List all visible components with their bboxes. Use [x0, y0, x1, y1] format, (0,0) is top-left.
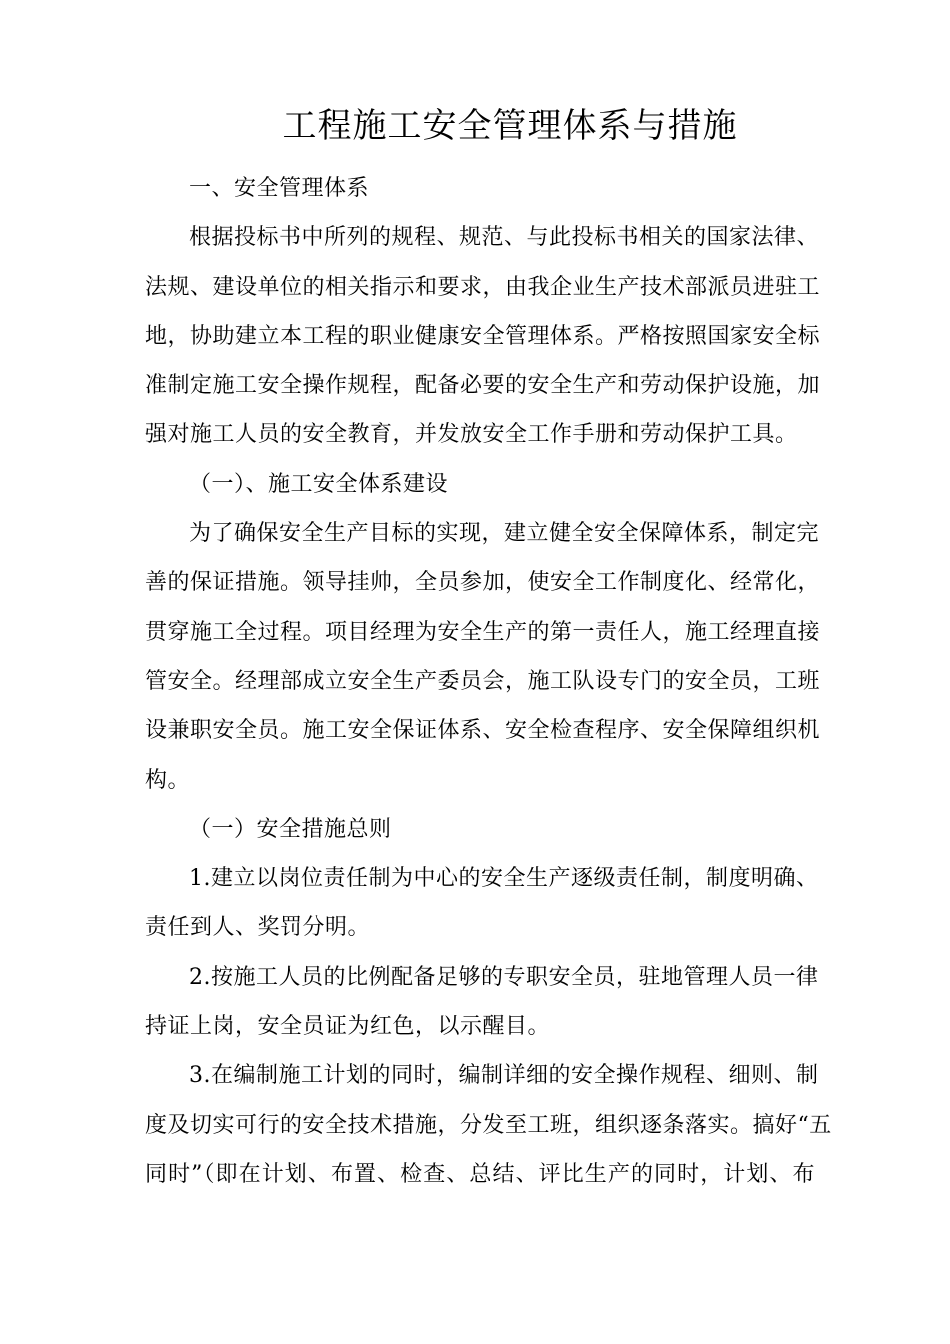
- paragraph-line: 强对施工人员的安全教育，并发放安全工作手册和劳动保护工具。: [145, 422, 798, 448]
- paragraph-line: 准制定施工安全操作规程，配备必要的安全生产和劳动保护设施，加: [145, 373, 821, 399]
- paragraph-line: 构。: [145, 767, 191, 793]
- list-item-line: 度及切实可行的安全技术措施，分发至工班，组织逐条落实。搞好“五: [145, 1112, 832, 1138]
- list-item-line: 同时”（即在计划、布置、检查、总结、评比生产的同时，计划、布: [145, 1161, 815, 1187]
- list-item-line: 2.按施工人员的比例配备足够的专职安全员，驻地管理人员一律: [189, 964, 819, 990]
- list-item-line: 责任到人、奖罚分明。: [145, 915, 371, 941]
- document-body: [145, 164, 832, 1199]
- paragraph-line: 地，协助建立本工程的职业健康安全管理体系。严格按照国家安全标: [145, 323, 821, 349]
- list-item-line: 持证上岗，安全员证为红色，以示醒目。: [145, 1014, 551, 1040]
- subsection-heading: （一）、施工安全体系建设: [189, 471, 449, 497]
- paragraph-line: 管安全。经理部成立安全生产委员会，施工队设专门的安全员，工班: [145, 668, 821, 694]
- paragraph-line: 为了确保安全生产目标的实现，建立健全安全保障体系，制定完: [189, 521, 820, 547]
- paragraph-line: 法规、建设单位的相关指示和要求，由我企业生产技术部派员进驻工: [145, 274, 821, 300]
- paragraph-line: 善的保证措施。领导挂帅，全员参加，使安全工作制度化、经常化，: [145, 570, 821, 596]
- paragraph-line: 贯穿施工全过程。项目经理为安全生产的第一责任人，施工经理直接: [145, 619, 821, 645]
- list-item-line: 3.在编制施工计划的同时，编制详细的安全操作规程、细则、制: [189, 1063, 819, 1089]
- section-heading: 一、安全管理体系: [189, 176, 370, 201]
- paragraph-line: 设兼职安全员。施工安全保证体系、安全检查程序、安全保障组织机: [145, 718, 821, 744]
- subsection-heading: （一）安全措施总则: [189, 816, 392, 842]
- list-item-line: 1.建立以岗位责任制为中心的安全生产逐级责任制，制度明确、: [189, 866, 819, 892]
- paragraph-line: 根据投标书中所列的规程、规范、与此投标书相关的国家法律、: [189, 225, 820, 251]
- document-title: 工程施工安全管理体系与措施: [282, 106, 738, 146]
